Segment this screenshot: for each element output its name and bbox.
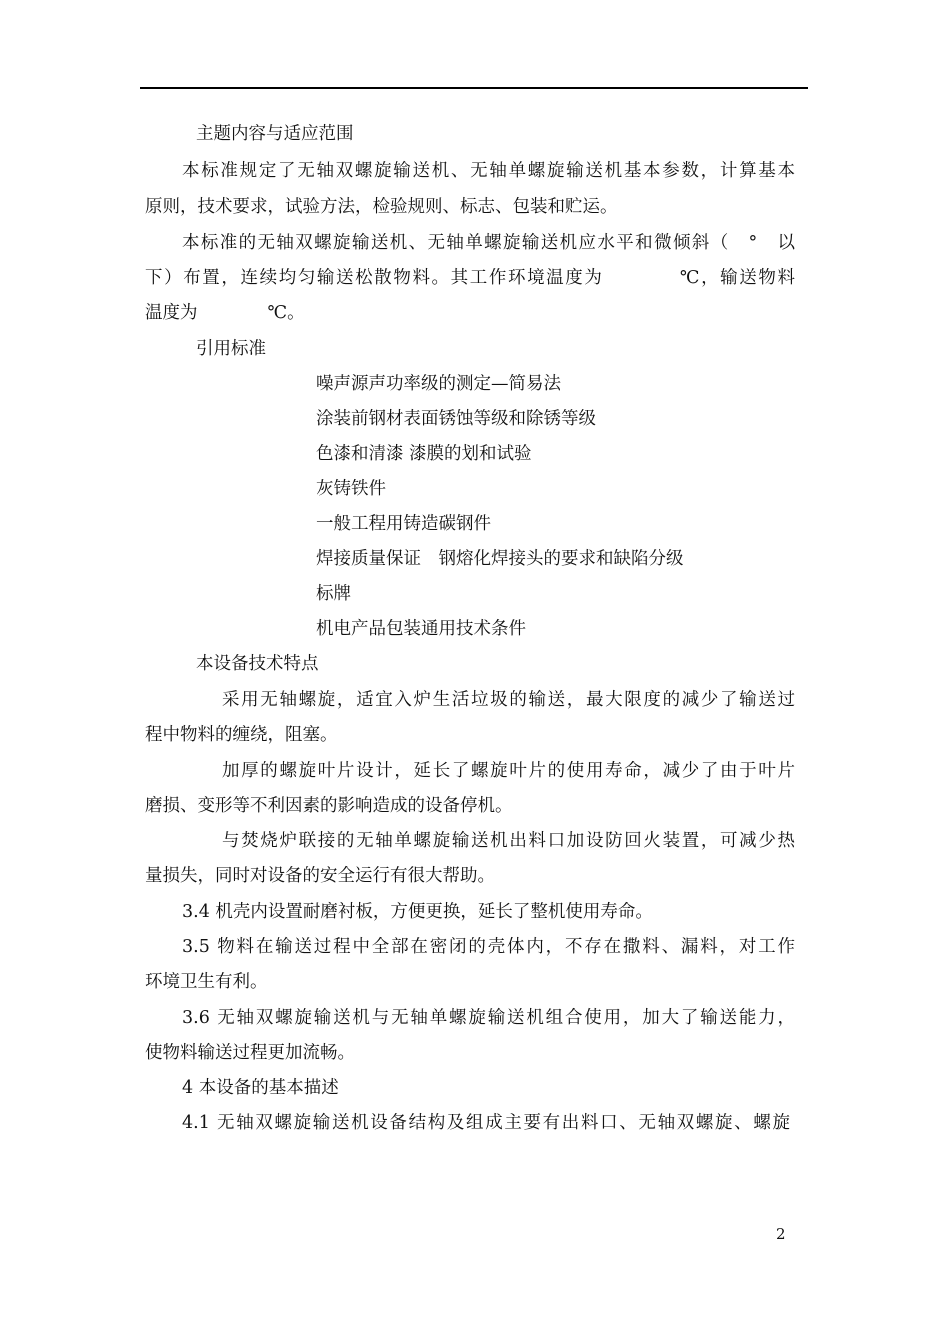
reference-item: 标牌 xyxy=(316,584,351,604)
reference-item: 一般工程用铸造碳钢件 xyxy=(316,514,491,534)
reference-item: 焊接质量保证 钢熔化焊接头的要求和缺陷分级 xyxy=(316,549,684,569)
references-heading: 引用标准 xyxy=(196,339,266,359)
feature-3-4: 3.4 机壳内设置耐磨衬板，方便更换，延长了整机使用寿命。 xyxy=(182,902,653,922)
feature-3-5-line-1: 3.5 物料在输送过程中全部在密闭的壳体内，不存在撒料、漏料，对工作 xyxy=(182,937,795,957)
scope-paragraph-2-line-1: 本标准的无轴双螺旋输送机、无轴单螺旋输送机应水平和微倾斜（ ° 以 xyxy=(182,233,795,253)
feature-3-6-line-1: 3.6 无轴双螺旋输送机与无轴单螺旋输送机组合使用，加大了输送能力， xyxy=(182,1008,795,1028)
feature-2-line-1: 加厚的螺旋叶片设计，延长了螺旋叶片的使用寿命，减少了由于叶片 xyxy=(222,761,795,781)
feature-2-line-2: 磨损、变形等不利因素的影响造成的设备停机。 xyxy=(145,796,513,816)
feature-1-line-1: 采用无轴螺旋，适宜入炉生活垃圾的输送，最大限度的减少了输送过 xyxy=(222,690,795,710)
reference-item: 机电产品包装通用技术条件 xyxy=(316,619,526,639)
scope-paragraph-2-line-3: 温度为 ℃。 xyxy=(145,303,305,323)
scope-paragraph-1-line-2: 原则，技术要求，试验方法，检验规则、标志、包装和贮运。 xyxy=(145,197,618,217)
feature-3-6-line-2: 使物料输送过程更加流畅。 xyxy=(145,1043,355,1063)
feature-1-line-2: 程中物料的缠绕，阻塞。 xyxy=(145,725,338,745)
page-number: 2 xyxy=(776,1225,786,1243)
section-4-1-line-1: 4.1 无轴双螺旋输送机设备结构及组成主要有出料口、无轴双螺旋、螺旋 xyxy=(182,1113,790,1133)
scope-paragraph-2-line-2: 下）布置，连续均匀输送松散物料。其工作环境温度为 ℃，输送物料 xyxy=(145,268,795,288)
reference-item: 灰铸铁件 xyxy=(316,479,386,499)
feature-3-5-line-2: 环境卫生有利。 xyxy=(145,972,268,992)
feature-3-line-2: 量损失，同时对设备的安全运行有很大帮助。 xyxy=(145,866,495,886)
header-rule xyxy=(140,87,808,89)
reference-item: 涂装前钢材表面锈蚀等级和除锈等级 xyxy=(316,409,596,429)
reference-item: 噪声源声功率级的测定—简易法 xyxy=(316,374,561,394)
scope-heading: 主题内容与适应范围 xyxy=(196,124,354,144)
reference-item: 色漆和清漆 漆膜的划和试验 xyxy=(316,444,532,464)
features-heading: 本设备技术特点 xyxy=(196,654,319,674)
feature-3-line-1: 与焚烧炉联接的无轴单螺旋输送机出料口加设防回火装置，可减少热 xyxy=(222,831,795,851)
section-4-heading: 4 本设备的基本描述 xyxy=(182,1078,339,1098)
scope-paragraph-1-line-1: 本标准规定了无轴双螺旋输送机、无轴单螺旋输送机基本参数，计算基本 xyxy=(182,161,795,181)
